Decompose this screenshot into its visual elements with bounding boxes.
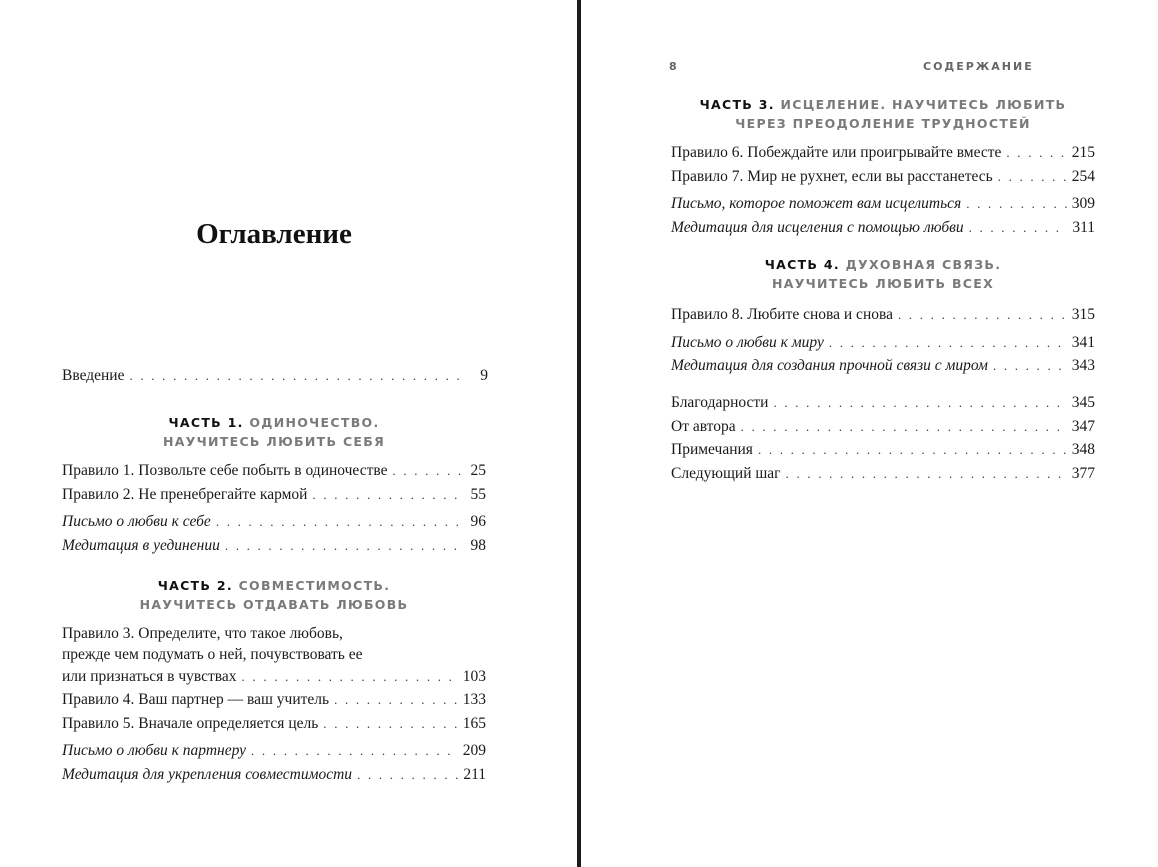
entry-page: 25 [470,462,486,479]
part1-block [62,413,486,557]
part3-heading [671,95,1095,133]
dot-leader [312,483,461,507]
entry-text: Письмо, которое поможет вам исцелиться [671,195,962,212]
part1-heading [62,413,486,451]
entry-text: Правило 8. Любите снова и снова [671,306,893,323]
part2-block [62,576,486,786]
entry-text-line3: или признаться в чувствах [62,668,237,685]
part2-title-line1: СОВМЕСТИМОСТЬ. [238,578,391,593]
entry-text: Правило 7. Мир не рухнет, если вы расстанетесь [671,167,993,185]
intro-block [62,364,488,388]
toc-entry-rule8[interactable] [671,303,1095,327]
toc-entry-rule7[interactable] [671,165,1095,189]
entry-page: 215 [1071,144,1095,161]
dot-leader [216,510,461,534]
dot-leader [225,534,461,558]
page-title: Оглавление [196,218,352,250]
toc-entry-intro[interactable] [62,364,488,388]
dot-leader [741,415,1067,439]
dot-leader [786,462,1067,486]
toc-entry-rule4[interactable] [62,688,486,712]
dot-leader [129,364,463,388]
entry-page: 347 [1071,417,1095,435]
entry-page: 345 [1071,394,1095,411]
dot-leader [898,303,1067,327]
toc-entry-notes[interactable] [671,438,1095,462]
toc-entry-letter-partner[interactable] [62,739,486,763]
dot-leader [993,354,1067,378]
rule3-last-line [62,665,486,688]
dot-leader [357,763,458,787]
toc-entry-meditation-compatibility[interactable] [62,763,486,787]
part2-number: ЧАСТЬ 2. [157,578,233,593]
toc-entry-from-author[interactable] [671,415,1095,439]
entry-text: Правило 2. Не пренебрегайте кармой [62,485,308,503]
part4-number: ЧАСТЬ 4. [764,257,840,272]
dot-leader [323,712,457,736]
toc-entry-rule2[interactable] [62,483,486,507]
part4-block [671,255,1095,378]
entry-text: Правило 6. Побеждайте или проигрывайте вместе [671,144,1002,161]
dot-leader [966,192,1067,216]
entry-text: Следующий шаг [671,464,781,482]
part1-number: ЧАСТЬ 1. [168,415,244,430]
entry-page: 133 [462,691,486,708]
entry-text: Правило 5. Вначале определяется цель [62,714,319,732]
page-number: 8 [669,60,679,73]
running-head-title: СОДЕРЖАНИЕ [923,60,1034,73]
entry-text: Письмо о любви к миру [671,333,824,351]
entry-page: 309 [1071,195,1095,212]
toc-entry-rule3[interactable] [62,623,486,688]
part4-heading [671,255,1095,293]
entry-page: 165 [462,714,486,732]
dot-leader [334,688,458,712]
dot-leader [758,438,1067,462]
dot-leader [392,459,461,483]
toc-entry-rule1[interactable] [62,459,486,483]
entry-text: Правило 4. Ваш партнер — ваш учитель [62,691,330,708]
part3-title-line1: ИСЦЕЛЕНИЕ. НАУЧИТЕСЬ ЛЮБИТЬ [780,97,1067,112]
dot-leader [251,739,458,763]
dot-leader [773,391,1066,415]
entry-page: 98 [470,536,486,554]
entry-text-line1: Правило 3. Определите, что такое любовь, [62,625,343,642]
entry-text: Медитация для создания прочной связи с миром [671,357,988,374]
toc-entry-rule6[interactable] [671,141,1095,165]
toc-entry-meditation-world[interactable] [671,354,1095,378]
toc-entry-meditation-solitude[interactable] [62,534,486,558]
entry-text: Благодарности [671,394,769,411]
dot-leader [969,216,1068,240]
part2-title-line2: НАУЧИТЕСЬ ОТДАВАТЬ ЛЮБОВЬ [139,597,409,612]
part1-title-line2: НАУЧИТЕСЬ ЛЮБИТЬ СЕБЯ [162,434,386,449]
part3-number: ЧАСТЬ 3. [699,97,775,112]
entry-text: Медитация для укрепления совместимости [62,765,353,783]
entry-text: От автора [671,417,736,435]
part3-block [671,95,1095,239]
entry-text: Введение [62,367,125,384]
dot-leader [998,165,1067,189]
toc-entry-rule5[interactable] [62,712,486,736]
toc-entry-acknowledgements[interactable] [671,391,1095,415]
toc-entry-letter-world[interactable] [671,331,1095,355]
right-page [581,0,1158,867]
toc-entry-next-step[interactable] [671,462,1095,486]
part4-title-line2: НАУЧИТЕСЬ ЛЮБИТЬ ВСЕХ [771,276,995,291]
entry-text: Правило 1. Позвольте себе побыть в одиночестве [62,462,388,479]
entry-page: 343 [1071,357,1095,374]
part3-title-line2: ЧЕРЕЗ ПРЕОДОЛЕНИЕ ТРУДНОСТЕЙ [735,116,1031,131]
entry-page: 55 [470,485,486,503]
part4-title-line1: ДУХОВНАЯ СВЯЗЬ. [845,257,1002,272]
part1-title-line1: ОДИНОЧЕСТВО. [249,415,380,430]
left-page [0,0,577,867]
back-matter-block [671,391,1095,485]
entry-page: 9 [480,367,488,384]
toc-entry-meditation-healing[interactable] [671,216,1095,240]
entry-page: 254 [1071,167,1095,185]
entry-page: 103 [462,668,486,685]
entry-text: Письмо о любви к себе [62,513,211,530]
entry-text: Медитация в уединении [62,536,220,554]
entry-page: 341 [1071,333,1095,351]
part2-heading [62,576,486,614]
dot-leader [242,665,458,688]
dot-leader [829,331,1067,355]
entry-page: 315 [1071,306,1095,323]
entry-page: 348 [1071,441,1095,458]
entry-text-line2: прежде чем подумать о ней, почувствовать ее [62,646,363,663]
entry-page: 209 [462,742,486,759]
dot-leader [1006,141,1066,165]
toc-entry-letter-healing[interactable] [671,192,1095,216]
entry-page: 377 [1071,464,1095,482]
entry-text: Медитация для исцеления с помощью любви [671,218,964,236]
entry-text: Письмо о любви к партнеру [62,742,247,759]
toc-entry-letter-self[interactable] [62,510,486,534]
entry-text: Примечания [671,441,753,458]
entry-page: 96 [470,513,486,530]
entry-page: 311 [1072,218,1095,236]
entry-page: 211 [463,765,486,783]
